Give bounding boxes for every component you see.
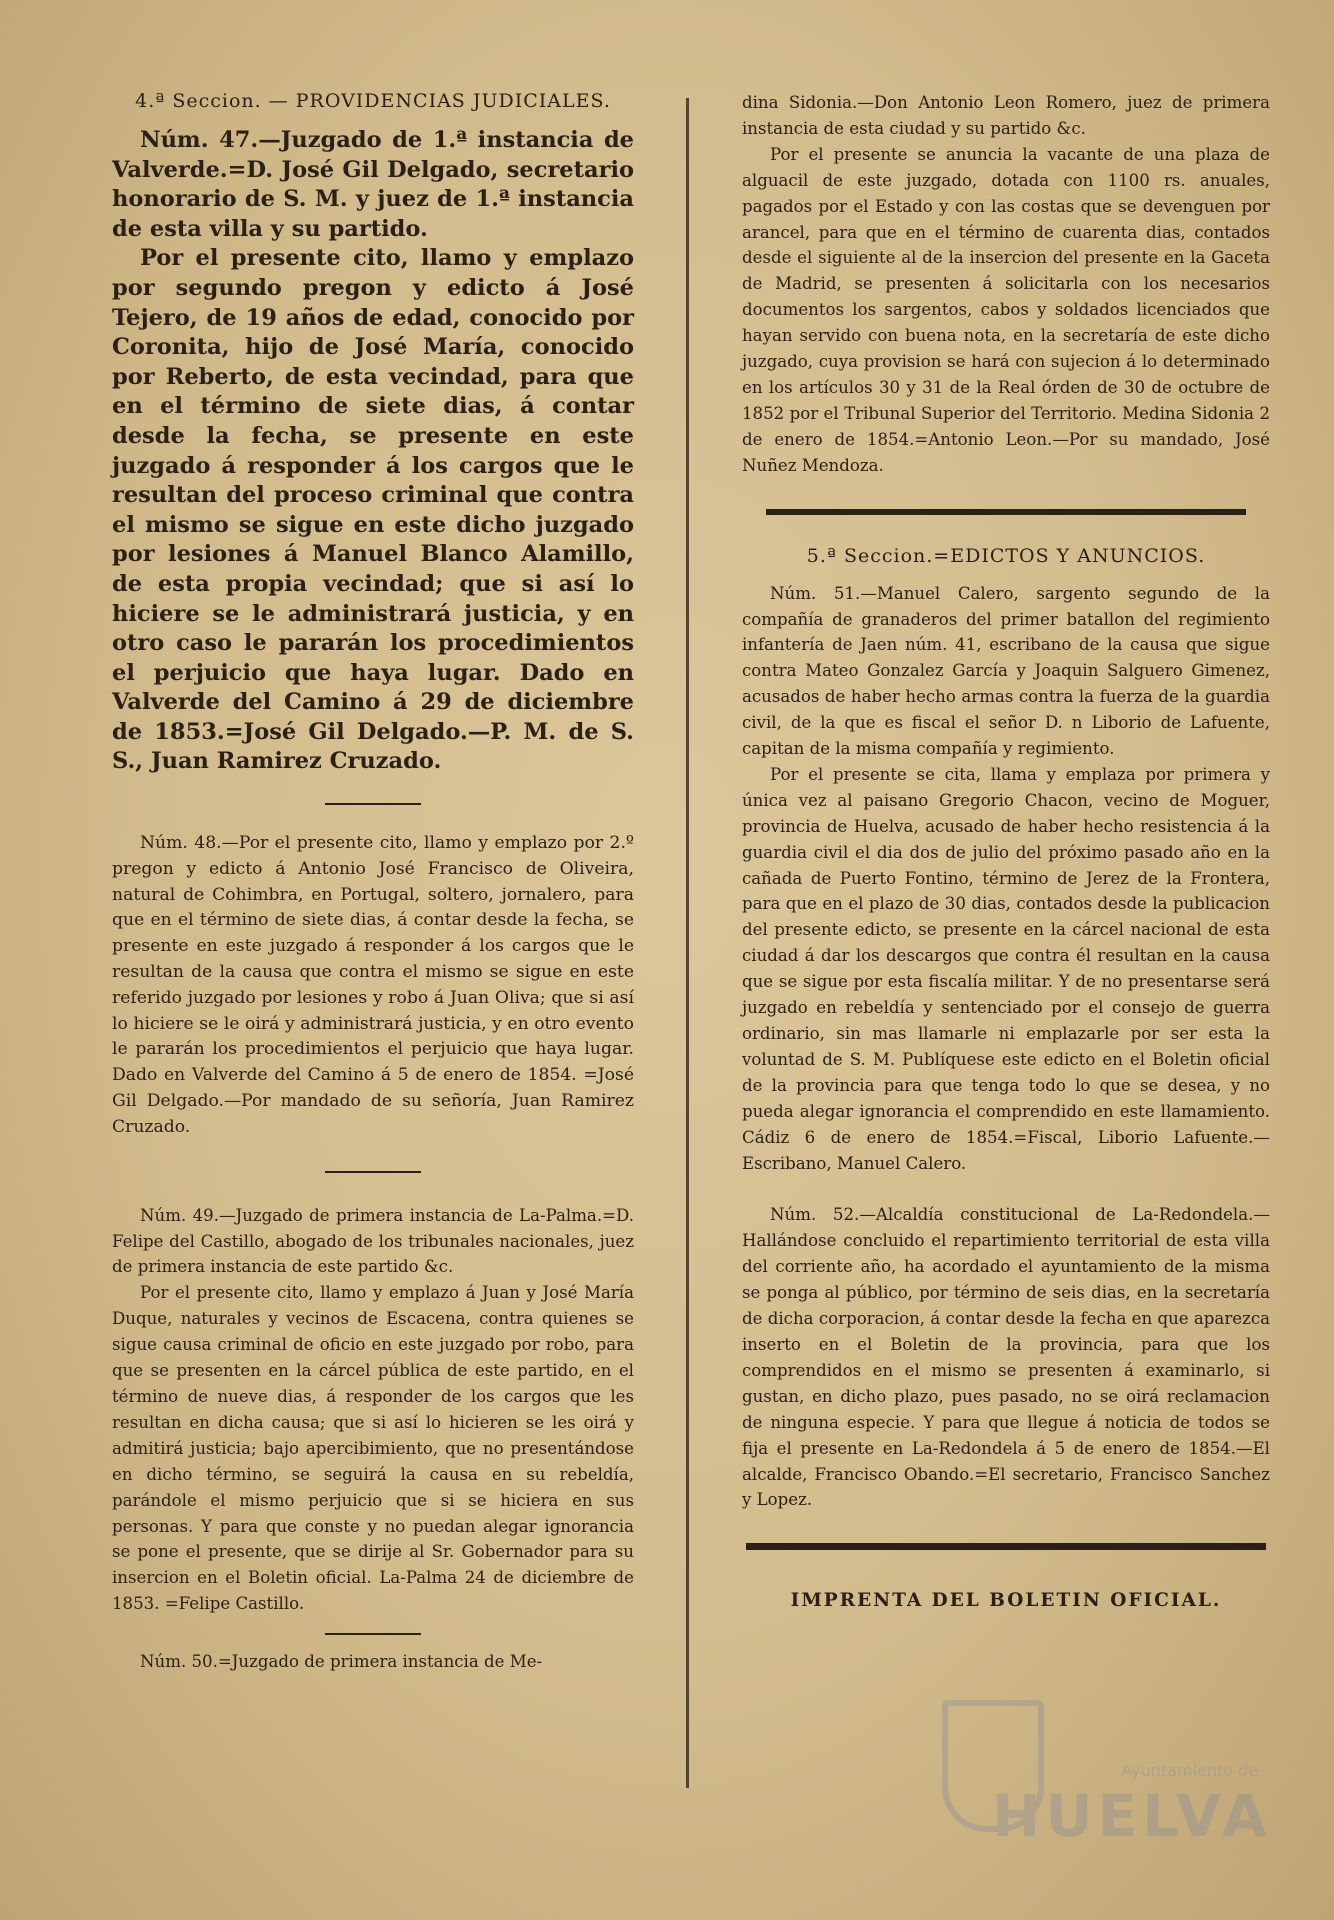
- notice-52-body: Núm. 52.—Alcaldía constitucional de La-Redondela.—Hallándose concluido el repartimiento territorial de esta villa del corriente año, ha acordado el ayuntamiento de la misma se ponga al público, por término de seis dias, en la secretaría de dicha corporacion, á contar desde la fecha en que aparezca inserto en el Boletin de la provincia, para que los comprendidos en el mismo se presenten á examinarlo, si gustan, en dicho plazo, pues pasado, no se oirá reclamacion de ninguna especie. Y para que llegue á noticia de todos se fija el presente en La-Redondela á 5 de enero de 1854.—El alcalde, Francisco Obando.=El secretario, Francisco Sanchez y Lopez.: [742, 1205, 1270, 1510]
- watermark-line2: HUELVA: [991, 1782, 1272, 1850]
- separator-rule: [325, 1171, 421, 1173]
- notice-48-body: Núm. 48.—Por el presente cito, llamo y emplazo por 2.º pregon y edicto á Antonio José Francisco de Oliveira, natural de Cohimbra, en Portugal, soltero, jornalero, para que en el término de siete dias, á contar desde la fecha, se presente en este juzgado á responder á los cargos que le resultan de la causa que contra el mismo se sigue en este referido juzgado por lesiones y robo á Juan Oliva; que si así lo hiciere se le oirá y administrará justicia, y en otro evento le pararán los procedimientos el perjuicio que haya lugar. Dado en Valverde del Camino á 5 de enero de 1854. =José Gil Delgado.—Por mandado de su señoría, Juan Ramirez Cruzado.: [112, 833, 634, 1137]
- column-divider: [686, 98, 689, 1788]
- section-heading-edictos: 5.ª Seccion.=EDICTOS Y ANUNCIOS.: [806, 544, 1206, 567]
- right-column: [742, 90, 1270, 1611]
- section-heading-providencias: 4.ª Seccion. — PROVIDENCIAS JUDICIALES.: [135, 90, 611, 112]
- notice-47-header: Núm. 47.—Juzgado de 1.ª instancia de Valverde.=D. José Gil Delgado, secretario honorario de S. M. y juez de 1.ª instancia de esta villa y su partido.: [112, 127, 634, 242]
- notice-52: [742, 1202, 1270, 1513]
- notice-50-header: Núm. 50.=Juzgado de primera instancia de Me-: [140, 1652, 543, 1672]
- notice-50-continued: [742, 90, 1270, 479]
- watermark-line1: Ayuntamiento de: [1121, 1761, 1258, 1780]
- section-rule: [766, 509, 1246, 515]
- notice-50-start: [112, 1649, 634, 1675]
- notice-47-body: Por el presente cito, llamo y emplazo por segundo pregon y edicto á José Tejero, de 19 años de edad, conocido por Coronita, hijo de José María, conocido por Reberto, de esta vecindad, para que en el término de siete dias, á contar desde la fecha, se presente en este juzgado á responder á los cargos que le resultan del proceso criminal que contra el mismo se sigue en este dicho juzgado por lesiones á Manuel Blanco Alamillo, de esta propia vecindad; que si así lo hiciere se le administrará justicia, y en otro caso le pararán los procedimientos el perjuicio que haya lugar. Dado en Valverde del Camino á 29 de diciembre de 1853.=José Gil Delgado.—P. M. de S. S., Juan Ramirez Cruzado.: [112, 245, 634, 775]
- notice-48: [112, 831, 634, 1141]
- notice-49-body: Por el presente cito, llamo y emplazo á Juan y José María Duque, naturales y vecinos de Escacena, contra quienes se sigue causa criminal de oficio en este juzgado por robo, para que se presenten en la cárcel pública de este partido, en el término de nueve dias, á responder de los cargos que les resultan en dicha causa; que si así lo hicieren se les oirá y admitirá justicia; bajo apercibimiento, que no presentándose en dicho término, se seguirá la causa en su rebeldía, parándole el mismo perjuicio que si se hiciera en sus personas. Y para que conste y no puedan alegar ignorancia se pone el presente, que se dirije al Sr. Gobernador para su insercion en el Boletin oficial. La-Palma 24 de diciembre de 1853. =Felipe Castillo.: [112, 1283, 634, 1614]
- left-column: [112, 90, 634, 1675]
- archive-watermark: [932, 1700, 1272, 1850]
- notice-50-cont-header: dina Sidonia.—Don Antonio Leon Romero, juez de primera instancia de esta ciudad y su partido &c.: [742, 93, 1270, 138]
- notice-51: [742, 581, 1270, 1177]
- notice-49-header: Núm. 49.—Juzgado de primera instancia de La-Palma.=D. Felipe del Castillo, abogado de los tribunales nacionales, juez de primera instancia de este partido &c.: [112, 1205, 634, 1277]
- notice-50-cont-body: Por el presente se anuncia la vacante de una plaza de alguacil de este juzgado, dotada con 1100 rs. anuales, pagados por el Estado y con las costas que se devenguen por arancel, para que en el término de cuarenta dias, contados desde el siguiente al de la insercion del presente en la Gaceta de Madrid, se presenten á solicitarla con los necesarios documentos los sargentos, cabos y soldados licenciados que hayan servido con buena nota, en la secretaría de este dicho juzgado, cuya provision se hará con sujecion á lo determinado en los artículos 30 y 31 de la Real órden de 30 de octubre de 1852 por el Tribunal Superior del Territorio. Medina Sidonia 2 de enero de 1854.=Antonio Leon.—Por su mandado, José Nuñez Mendoza.: [742, 144, 1270, 475]
- separator-rule: [325, 803, 421, 805]
- notice-49: [112, 1203, 634, 1618]
- imprint-line: IMPRENTA DEL BOLETIN OFICIAL.: [790, 1590, 1222, 1612]
- separator-rule: [325, 1633, 421, 1635]
- closing-rule: [746, 1543, 1266, 1550]
- notice-51-header: Núm. 51.—Manuel Calero, sargento segundo de la compañía de granaderos del primer batallon del regimiento infantería de Jaen núm. 41, escribano de la causa que sigue contra Mateo Gonzalez García y Joaquin Salguero Gimenez, acusados de haber hecho armas contra la fuerza de la guardia civil, de la que es fiscal el señor D. n Liborio de Lafuente, capitan de la misma compañía y regimiento.: [742, 583, 1270, 759]
- notice-47: [112, 126, 634, 777]
- notice-51-body: Por el presente se cita, llama y emplaza por primera y única vez al paisano Gregorio Chacon, vecino de Moguer, provincia de Huelva, acusado de haber hecho resistencia á la guardia civil el dia dos de julio del próximo pasado año en la cañada de Puerto Fontino, término de Jerez de la Frontera, para que en el plazo de 30 dias, contados desde la publicacion del presente edicto, se presente en la cárcel nacional de esta ciudad á dar los descargos que contra él resultan en la causa que se sigue por esta fiscalía militar. Y de no presentarse será juzgado en rebeldía y sentenciado por el consejo de guerra ordinario, sin mas llamarle ni emplazarle por ser esta la voluntad de S. M. Publíquese este edicto en el Boletin oficial de la provincia para que tenga todo lo que se desea, y no pueda alegar ignorancia el comprendido en este llamamiento. Cádiz 6 de enero de 1854.=Fiscal, Liborio Lafuente.—Escribano, Manuel Calero.: [742, 764, 1270, 1173]
